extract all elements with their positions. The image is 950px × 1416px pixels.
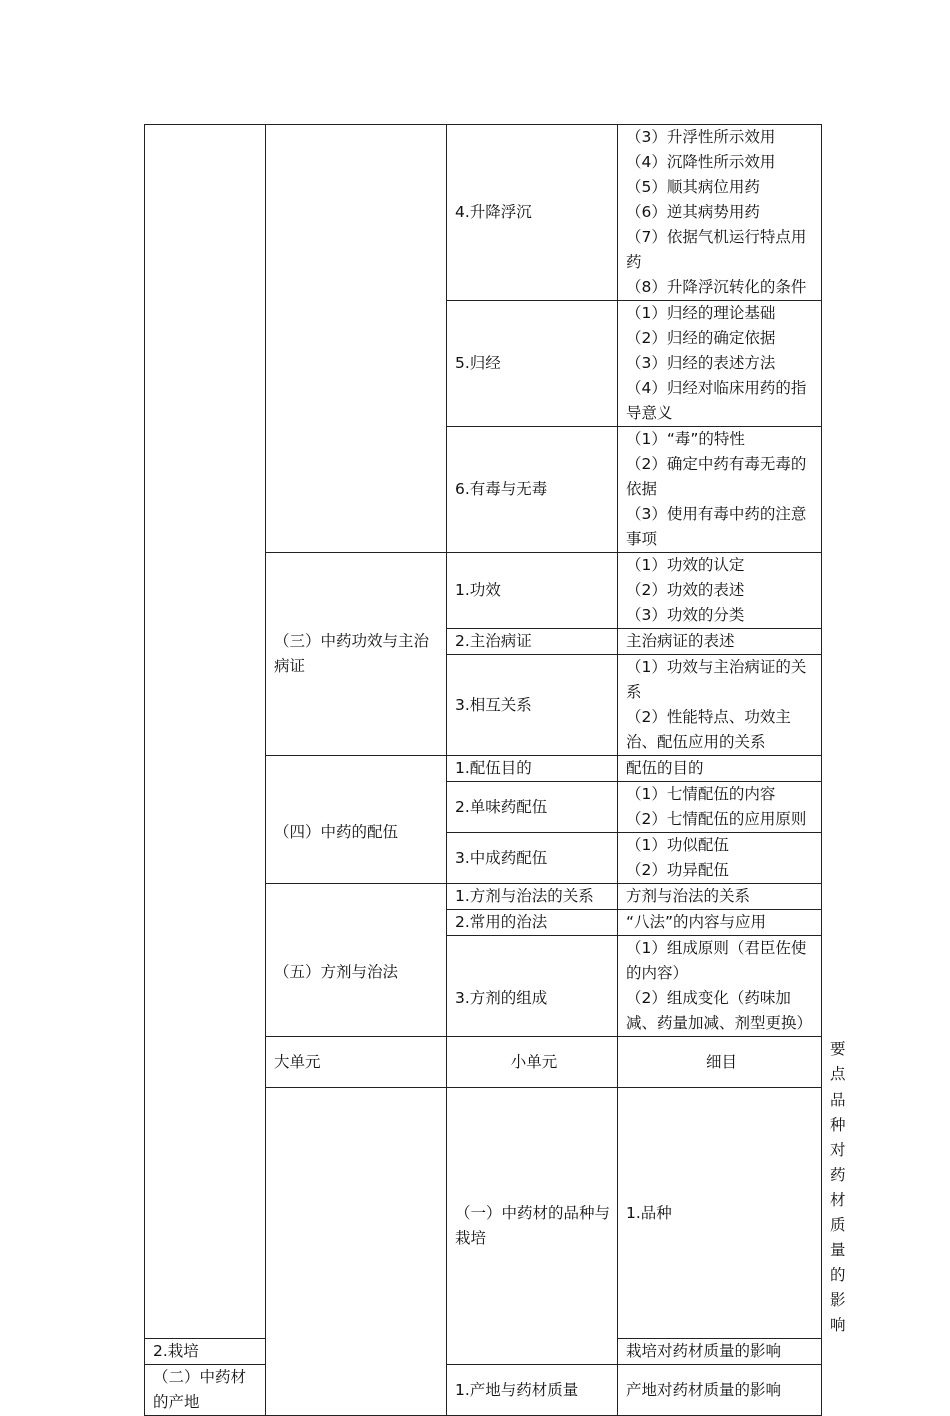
point-text: （3）使用有毒中药的注意事项 [626,505,807,548]
points-cell [618,655,822,756]
point-text: 主治病证的表述 [626,632,735,650]
item-cell: 1.方剂与治法的关系 [447,884,618,910]
item-cell: 3.中成药配伍 [447,833,618,884]
point-text: （1）归经的理论基础 [626,304,776,322]
point-text: （3）功效的分类 [626,606,745,624]
sub-unit-cell: （四）中药的配伍 [266,756,447,884]
point-text: （4）沉降性所示效用 [626,153,776,171]
item-cell: 2.主治病证 [447,629,618,655]
item-cell: 5.归经 [447,301,618,427]
point-text: （4）归经对临床用药的指导意义 [626,379,807,422]
points-cell: 栽培对药材质量的影响 [618,1339,822,1365]
point-text: （1）功效与主治病证的关系 [626,658,807,701]
points-cell [618,629,822,655]
point-text: （2）归经的确定依据 [626,329,776,347]
major-unit-cell-empty [145,125,266,1339]
item-cell: 1.产地与药材质量 [447,1365,618,1416]
sub-unit-cell: （五）方剂与治法 [266,884,447,1037]
point-text: （2）功效的表述 [626,581,745,599]
points-cell [618,910,822,936]
points-cell [618,756,822,782]
item-cell: 2.单味药配伍 [447,782,618,833]
table-row: （一）中药材的品种与栽培 1.品种 品种对药材质量的影响 [145,1088,822,1339]
point-text: （3）升浮性所示效用 [626,128,776,146]
item-cell: 1.品种 [618,1088,822,1339]
syllabus-table [144,124,846,1416]
header-cell-sub-unit: 小单元 [447,1037,618,1088]
item-cell: 3.方剂的组成 [447,936,618,1037]
item-cell: 1.功效 [447,553,618,629]
point-text: （6）逆其病势用药 [626,203,760,221]
item-cell: 6.有毒与无毒 [447,427,618,553]
points-cell [618,553,822,629]
point-text: （2）功异配伍 [626,861,729,879]
sub-unit-cell: （一）中药材的品种与栽培 [447,1088,618,1365]
points-cell [618,936,822,1037]
points-cell [618,782,822,833]
point-text: （1）功效的认定 [626,556,745,574]
item-cell: 2.栽培 [145,1339,266,1365]
table-row [145,125,822,301]
point-text: （2）七情配伍的应用原则 [626,810,807,828]
sub-unit-cell: （三）中药功效与主治病证 [266,553,447,756]
point-text: “八法”的内容与应用 [626,913,767,931]
point-text: （1）功似配伍 [626,836,729,854]
sub-unit-cell: （二）中药材的产地 [145,1365,266,1416]
points-cell [618,884,822,910]
sub-unit-cell-empty [266,125,447,553]
header-cell-item: 细目 [618,1037,822,1088]
points-cell: 产地对药材质量的影响 [618,1365,822,1416]
point-text: （7）依据气机运行特点用药 [626,228,807,271]
item-cell: 1.配伍目的 [447,756,618,782]
item-cell: 3.相互关系 [447,655,618,756]
point-text: 方剂与治法的关系 [626,887,751,905]
points-cell [618,833,822,884]
point-text: （2）性能特点、功效主治、配伍应用的关系 [626,708,791,751]
point-text: （2）确定中药有毒无毒的依据 [626,455,807,498]
point-text: （1）七情配伍的内容 [626,785,776,803]
item-cell: 2.常用的治法 [447,910,618,936]
point-text: （1）“毒”的特性 [626,430,745,448]
points-cell [618,125,822,301]
table-row [145,1365,822,1416]
item-cell: 4.升降浮沉 [447,125,618,301]
point-text: （3）归经的表述方法 [626,354,776,372]
point-text: （8）升降浮沉转化的条件 [626,278,807,296]
points-cell [618,301,822,427]
point-text: （5）顺其病位用药 [626,178,760,196]
point-text: （1）组成原则（君臣佐使的内容） [626,939,807,982]
point-text: （2）组成变化（药味加减、药量加减、剂型更换） [626,989,813,1032]
points-cell [618,427,822,553]
point-text: 配伍的目的 [626,759,704,777]
table-header-row: 大单元 小单元 细目 要点 [145,1037,822,1088]
major-unit-cell-empty [266,1088,447,1416]
header-cell-major-unit: 大单元 [266,1037,447,1088]
